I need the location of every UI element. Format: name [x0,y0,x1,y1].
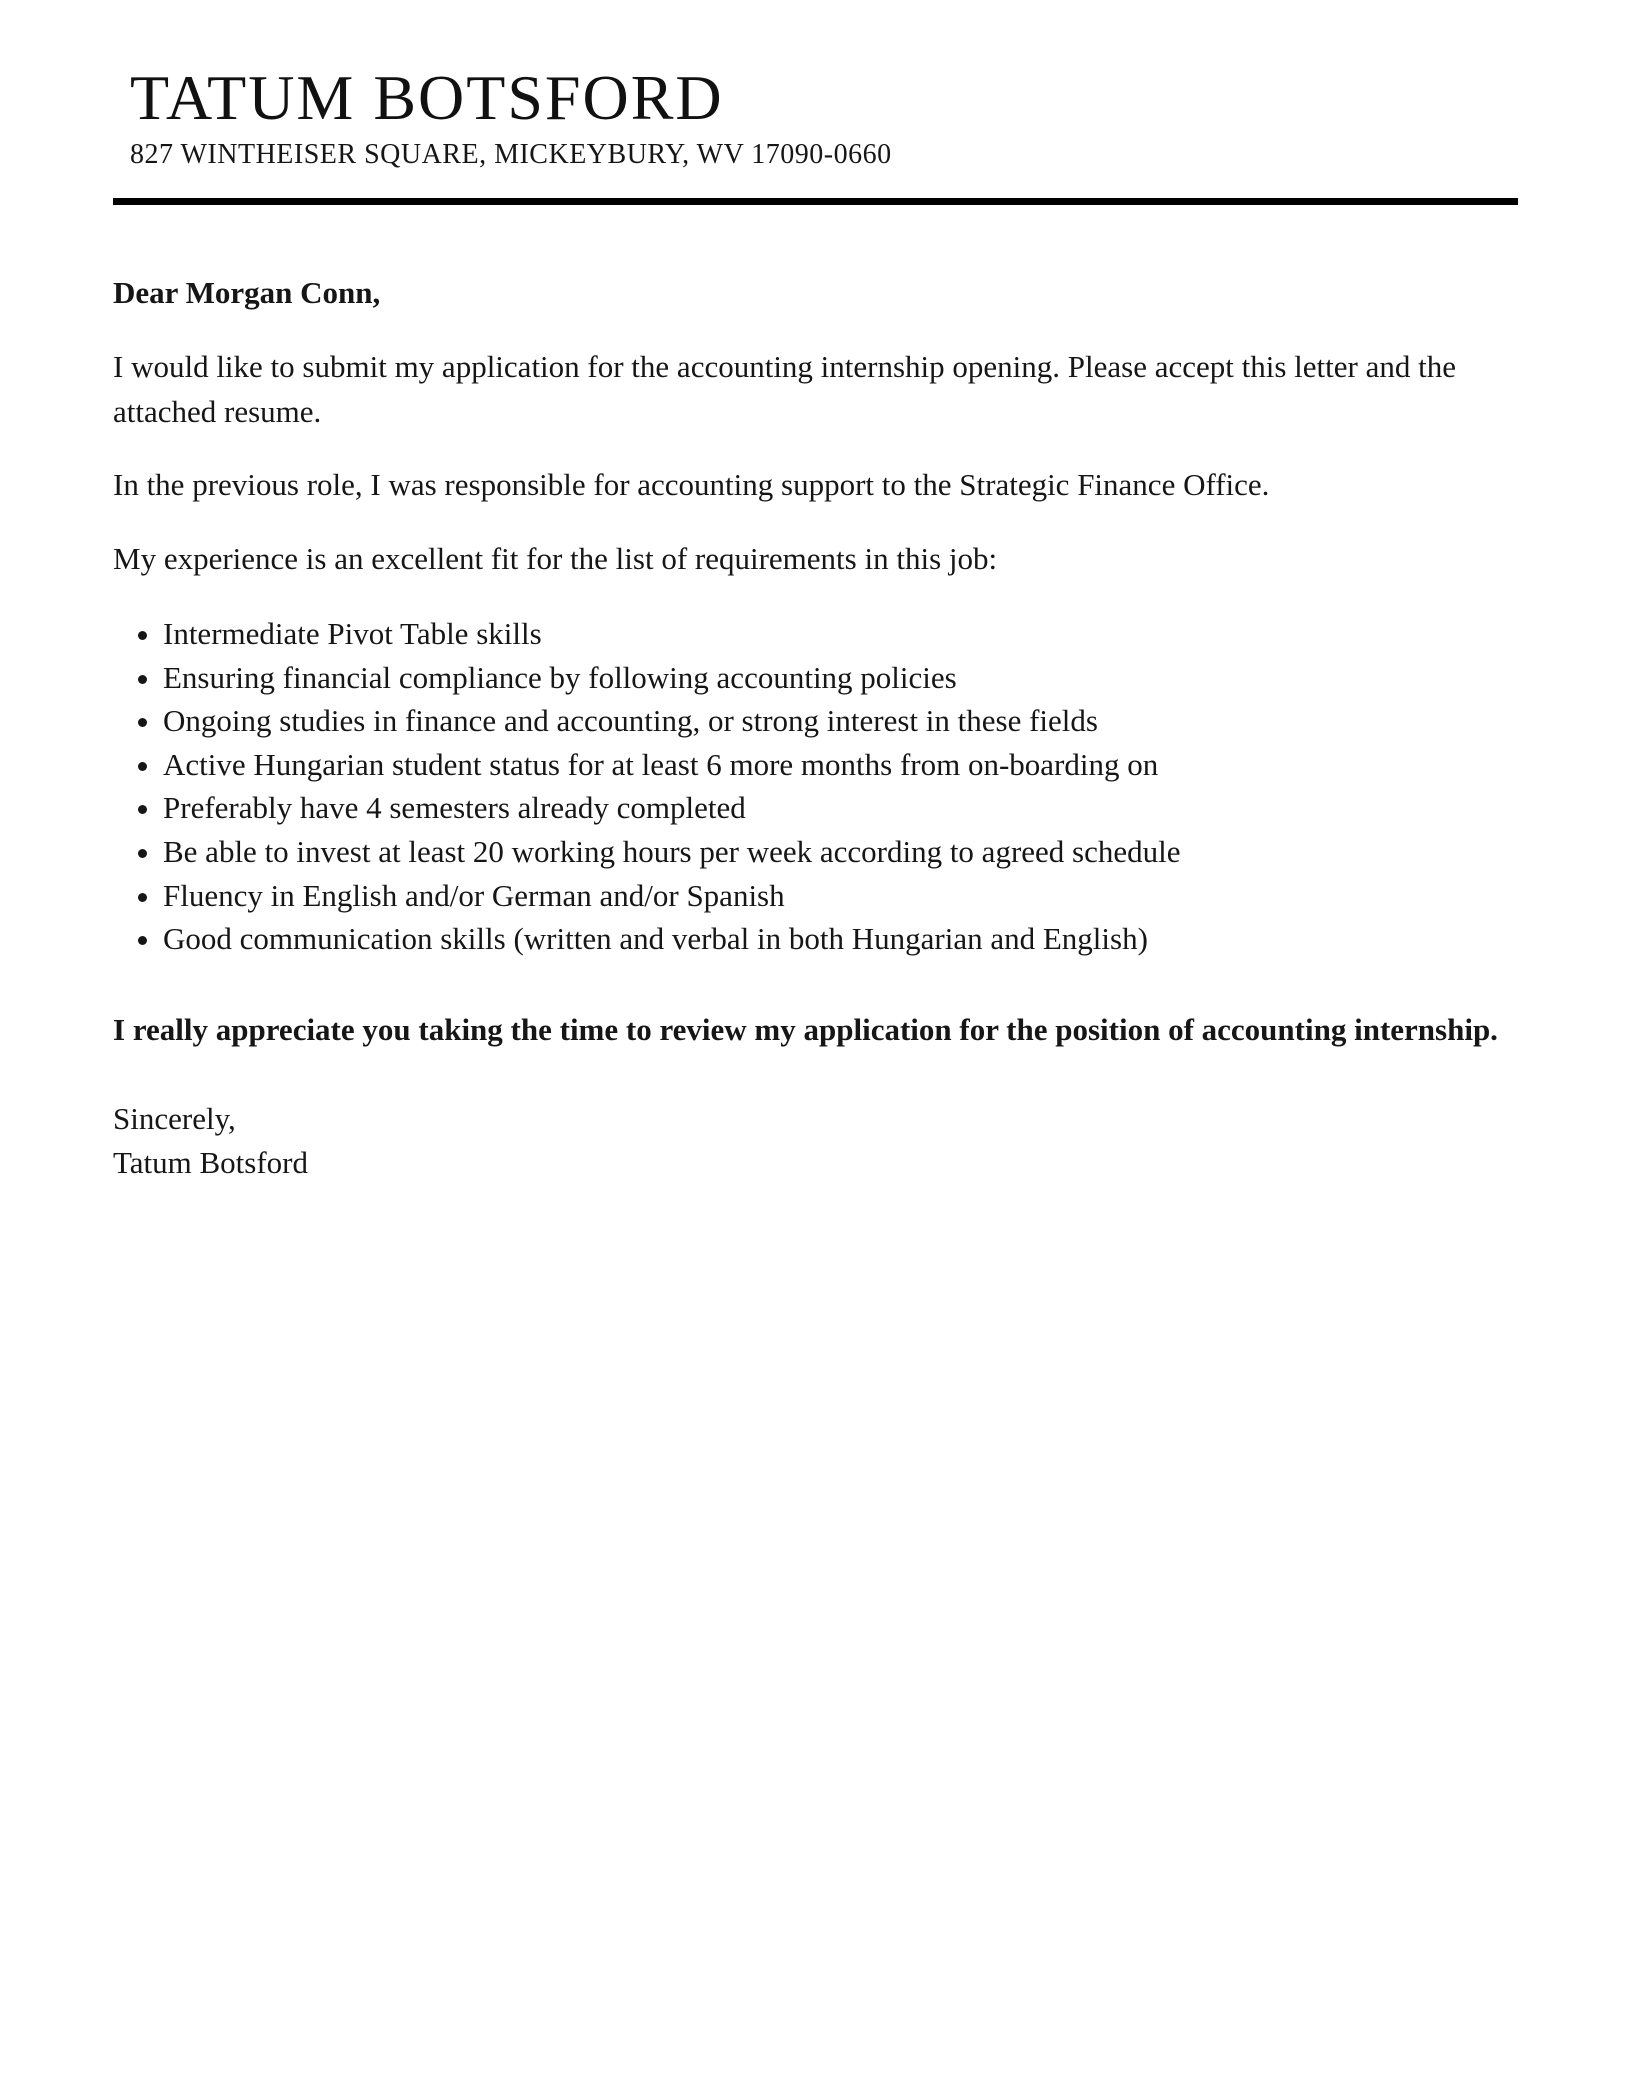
paragraph-application: I would like to submit my application for the accounting internship opening. Please accept this letter and the attached resume. [113,348,1456,429]
requirement-item: • Preferably have 4 semesters already completed [163,787,1518,829]
header-divider [113,198,1518,205]
requirement-item: • Fluency in English and/or German and/or Spanish [163,875,1518,917]
letterhead [130,62,1518,171]
requirement-item: • Good communication skills (written and verbal in both Hungarian and English) [163,918,1518,960]
signature-name: Tatum Botsford [113,1144,309,1180]
requirements-list [113,613,1518,959]
letter-body [113,271,1518,1185]
signoff-text: Sincerely, [113,1100,236,1136]
sender-address: 827 WINTHEISER SQUARE, MICKEYBURY, WV 17090-0660 [130,138,892,170]
requirement-item: • Ensuring financial compliance by following accounting policies [163,657,1518,699]
paragraph-previous-role: In the previous role, I was responsible for accounting support to the Strategic Finance Office. [113,467,1270,503]
signature-block [113,1097,1518,1185]
requirement-item: • Active Hungarian student status for at least 6 more months from on-boarding on [163,744,1518,786]
requirement-item: • Be able to invest at least 20 working hours per week according to agreed schedule [163,831,1518,873]
closing-paragraph: I really appreciate you taking the time to review my application for the position of accounting internship. [113,1011,1498,1047]
requirement-item: • Intermediate Pivot Table skills [163,613,1518,655]
sender-name: TATUM BOTSFORD [130,62,724,133]
paragraph-experience-fit: My experience is an excellent fit for the list of requirements in this job: [113,541,998,577]
salutation: Dear Morgan Conn, [113,274,381,310]
requirement-item: • Ongoing studies in finance and accounting, or strong interest in these fields [163,700,1518,742]
